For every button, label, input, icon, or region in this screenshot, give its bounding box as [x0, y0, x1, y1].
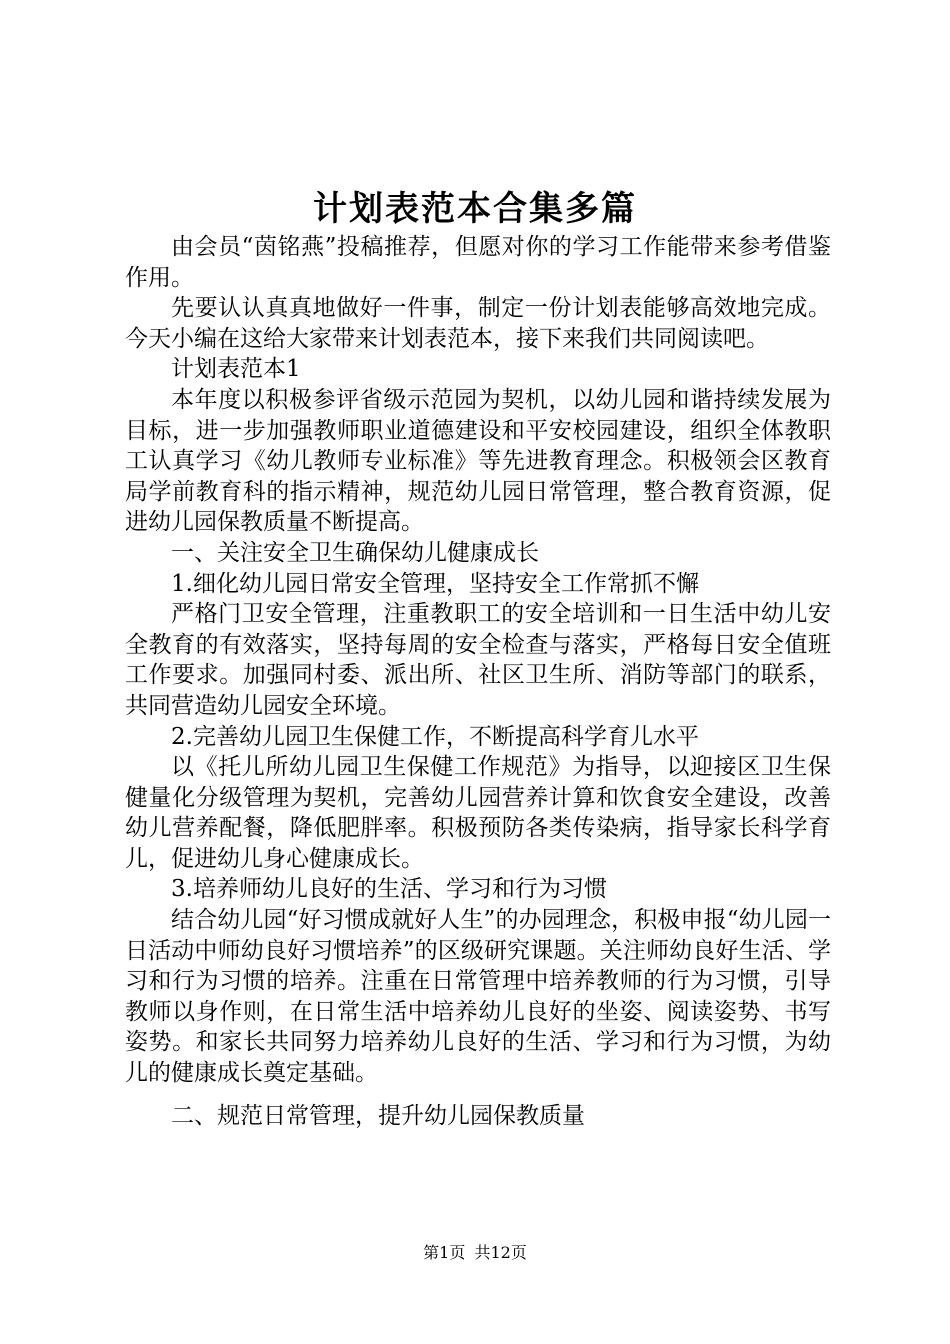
body-paragraph: 本年度以积极参评省级示范园为契机，以幼儿园和谐持续发展为目标，进一步加强教师职业道德建设和平安校园建设，组织全体教职工认真学习《幼儿教师专业标准》等先进教育理念。积极领会区教育局学前教育科的指示精神，规范幼儿园日常管理，整合教育资源，促进幼儿园保教质量不断提高。 — [125, 386, 831, 536]
subsection-heading: 2.完善幼儿园卫生保健工作，不断提高科学育儿水平 — [171, 723, 699, 750]
body-paragraph: 以《托儿所幼儿园卫生保健工作规范》为指导，以迎接区卫生保健量化分级管理为契机，完善幼儿园营养计算和饮食安全建设，改善幼儿营养配餐，降低肥胖率。积极预防各类传染病，指导家长科学育儿，促进幼儿身心健康成长。 — [125, 754, 831, 872]
body-paragraph: 结合幼儿园“好习惯成就好人生”的办园理念，积极申报“幼儿园一日活动中师幼良好习惯培养”的区级研究课题。关注师幼良好生活、学习和行为习惯的培养。注重在日常管理中培养教师的行为习惯，引导教师以身作则，在日常生活中培养幼儿良好的坐姿、阅读姿势、书写姿势。和家长共同努力培养幼儿良好的生活、学习和行为习惯，为幼儿的健康成长奠定基础。 — [125, 907, 831, 1087]
section-heading: 一、关注安全卫生确保幼儿健康成长 — [171, 539, 539, 566]
page-footer — [0, 1242, 950, 1264]
subsection-heading: 3.培养师幼儿良好的生活、学习和行为习惯 — [171, 876, 607, 903]
document-title: 计划表范本合集多篇 — [313, 189, 637, 229]
subsection-heading: 1.细化幼儿园日常安全管理，坚持安全工作常抓不懈 — [171, 570, 699, 597]
section-heading: 二、规范日常管理，提升幼儿园保教质量 — [171, 1102, 585, 1129]
intro-paragraph: 先要认认真真地做好一件事，制定一份计划表能够高效地完成。今天小编在这给大家带来计划表范本，接下来我们共同阅读吧。 — [125, 295, 831, 352]
document-body — [125, 232, 831, 1131]
page-number: 第1页 — [423, 1243, 466, 1262]
page-total: 共12页 — [474, 1243, 527, 1262]
section-heading: 计划表范本1 — [171, 356, 301, 383]
intro-paragraph: 由会员“茵铭燕”投稿推荐，但愿对你的学习工作能带来参考借鉴作用。 — [125, 234, 831, 291]
body-paragraph: 严格门卫安全管理，注重教职工的安全培训和一日生活中幼儿安全教育的有效落实，坚持每周的安全检查与落实，严格每日安全值班工作要求。加强同村委、派出所、社区卫生所、消防等部门的联系，共同营造幼儿园安全环境。 — [125, 601, 831, 719]
